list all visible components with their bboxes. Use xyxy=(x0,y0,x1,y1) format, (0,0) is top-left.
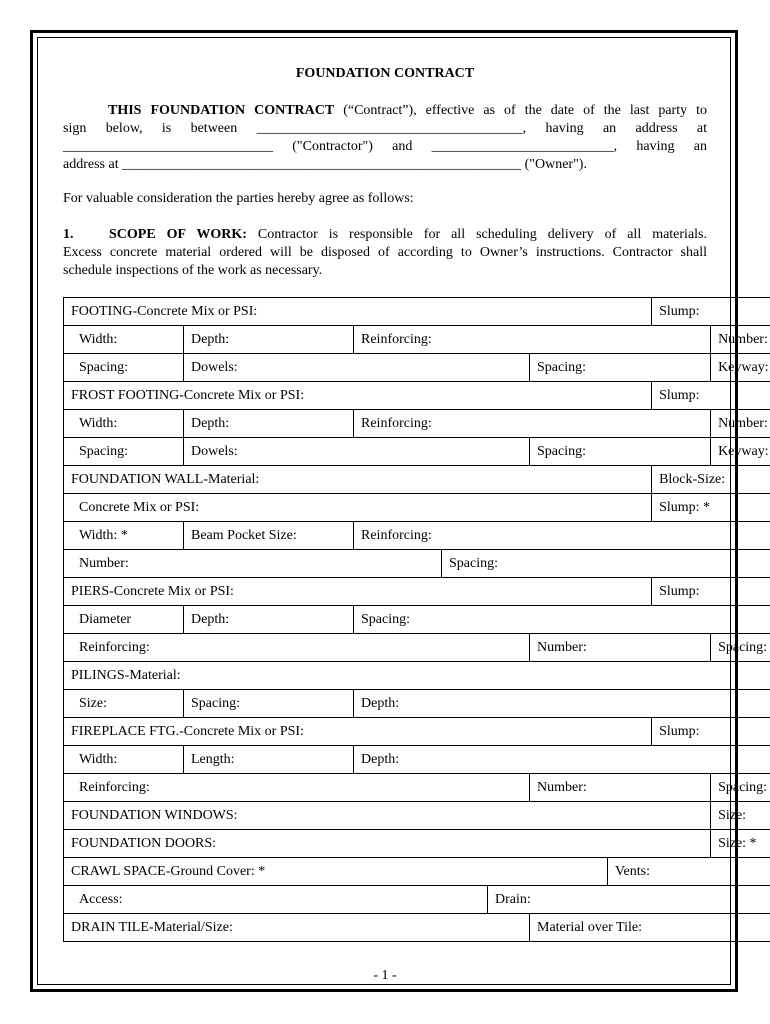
doors-row xyxy=(64,830,770,858)
piers-reinforcing-field[interactable]: Reinforcing: xyxy=(64,634,530,662)
frost-footing-dowels-field[interactable]: Dowels: xyxy=(184,438,530,466)
footing-reinforcing-field[interactable]: Reinforcing: xyxy=(354,326,711,354)
piers-spacing-field[interactable]: Spacing: xyxy=(354,606,770,634)
intro-lead: THIS FOUNDATION CONTRACT xyxy=(108,103,335,118)
foundation-windows-field[interactable]: FOUNDATION WINDOWS: xyxy=(64,802,711,830)
section-number: 1. xyxy=(63,227,74,242)
drain-tile-cover-field[interactable]: Material over Tile: xyxy=(530,914,770,942)
crawl-ground-cover-field[interactable]: CRAWL SPACE-Ground Cover: * xyxy=(64,858,608,886)
footing-dowels-field[interactable]: Dowels: xyxy=(184,354,530,382)
wall-concrete-row xyxy=(64,494,770,522)
pilings-dims-row xyxy=(64,690,770,718)
piers-depth-field[interactable]: Depth: xyxy=(184,606,354,634)
drain-tile-material-field[interactable]: DRAIN TILE-Material/Size: xyxy=(64,914,530,942)
footing-mix-field[interactable]: FOOTING-Concrete Mix or PSI: xyxy=(64,298,652,326)
scope-line-1 xyxy=(63,226,707,244)
document-title: FOUNDATION CONTRACT xyxy=(295,66,475,81)
piers-reinforcing-spacing-field[interactable]: Spacing: xyxy=(711,634,770,662)
frost-footing-keyway-field[interactable]: Keyway: xyxy=(711,438,770,466)
doors-size-field[interactable]: Size: * xyxy=(711,830,770,858)
footing-slump-field[interactable]: Slump: xyxy=(652,298,770,326)
foundation-doors-field[interactable]: FOUNDATION DOORS: xyxy=(64,830,711,858)
frost-footing-number-field[interactable]: Number: xyxy=(711,410,770,438)
fireplace-slump-field[interactable]: Slump: xyxy=(652,718,770,746)
fireplace-reinforcing-row xyxy=(64,774,770,802)
footing-depth-field[interactable]: Depth: xyxy=(184,326,354,354)
scope-line-1-text: Contractor is responsible for all scheduling delivery of all materials. xyxy=(246,227,707,242)
crawl-access-field[interactable]: Access: xyxy=(64,886,488,914)
frost-footing-row xyxy=(64,382,770,410)
consideration-paragraph: For valuable consideration the parties hereby agree as follows: xyxy=(63,191,414,206)
frost-footing-slump-field[interactable]: Slump: xyxy=(652,382,770,410)
scope-line-2: Excess concrete material ordered will be disposed of according to Owner’s instructions. Contractor shall xyxy=(63,245,707,260)
piers-slump-field[interactable]: Slump: xyxy=(652,578,770,606)
piers-mix-field[interactable]: PIERS-Concrete Mix or PSI: xyxy=(64,578,652,606)
intro-line-3: ______________________________ ("Contractor") and __________________________, having an xyxy=(63,139,707,154)
wall-material-field[interactable]: FOUNDATION WALL-Material: xyxy=(64,466,652,494)
footing-dims-row xyxy=(64,326,770,354)
footing-spacing-field[interactable]: Spacing: xyxy=(64,354,184,382)
wall-block-size-field[interactable]: Block-Size: xyxy=(652,466,770,494)
crawl-vents-field[interactable]: Vents: xyxy=(608,858,770,886)
piers-reinforcing-row xyxy=(64,634,770,662)
fireplace-width-field[interactable]: Width: xyxy=(64,746,184,774)
frost-footing-dims-row xyxy=(64,410,770,438)
intro-line-1 xyxy=(63,102,707,120)
fireplace-spacing-field[interactable]: Spacing: xyxy=(711,774,770,802)
wall-dims-row xyxy=(64,522,770,550)
pilings-depth-field[interactable]: Depth: xyxy=(354,690,770,718)
wall-spacing-field[interactable]: Spacing: xyxy=(442,550,770,578)
footing-width-field[interactable]: Width: xyxy=(64,326,184,354)
pilings-material-field[interactable]: PILINGS-Material: xyxy=(64,662,770,690)
footing-row xyxy=(64,298,770,326)
intro-line-1-rest: (“Contract”), effective as of the date of the last party to xyxy=(334,103,707,118)
wall-width-field[interactable]: Width: * xyxy=(64,522,184,550)
fireplace-dims-row xyxy=(64,746,770,774)
wall-concrete-mix-field[interactable]: Concrete Mix or PSI: xyxy=(64,494,652,522)
wall-slump-field[interactable]: Slump: * xyxy=(652,494,770,522)
windows-row xyxy=(64,802,770,830)
footing-number-field[interactable]: Number: xyxy=(711,326,770,354)
piers-row xyxy=(64,578,770,606)
footing-spacing-row xyxy=(64,354,770,382)
pilings-size-field[interactable]: Size: xyxy=(64,690,184,718)
fireplace-row xyxy=(64,718,770,746)
fireplace-number-field[interactable]: Number: xyxy=(530,774,711,802)
piers-dims-row xyxy=(64,606,770,634)
frost-footing-mix-field[interactable]: FROST FOOTING-Concrete Mix or PSI: xyxy=(64,382,652,410)
drain-tile-row xyxy=(64,914,770,942)
intro-paragraph xyxy=(63,102,707,174)
wall-reinforcing-field[interactable]: Reinforcing: xyxy=(354,522,770,550)
frost-footing-width-field[interactable]: Width: xyxy=(64,410,184,438)
footing-dowel-spacing-field[interactable]: Spacing: xyxy=(530,354,711,382)
frost-footing-spacing-row xyxy=(64,438,770,466)
scope-line-3: schedule inspections of the work as necessary. xyxy=(63,263,323,278)
fireplace-reinforcing-field[interactable]: Reinforcing: xyxy=(64,774,530,802)
intro-line-2: sign below, is between ______________________________________, having an address at xyxy=(63,121,707,136)
pilings-row xyxy=(64,662,770,690)
wall-number-row xyxy=(64,550,770,578)
fireplace-length-field[interactable]: Length: xyxy=(184,746,354,774)
fireplace-mix-field[interactable]: FIREPLACE FTG.-Concrete Mix or PSI: xyxy=(64,718,652,746)
wall-number-field[interactable]: Number: xyxy=(64,550,442,578)
windows-size-field[interactable]: Size: xyxy=(711,802,770,830)
frost-footing-depth-field[interactable]: Depth: xyxy=(184,410,354,438)
page-number: - 1 - xyxy=(373,968,397,983)
intro-line-4: address at _________________________________________________________ ("Owner"). xyxy=(63,157,587,172)
frost-footing-dowel-spacing-field[interactable]: Spacing: xyxy=(530,438,711,466)
crawl-access-row xyxy=(64,886,770,914)
fireplace-depth-field[interactable]: Depth: xyxy=(354,746,770,774)
piers-number-field[interactable]: Number: xyxy=(530,634,711,662)
foundation-spec-table xyxy=(63,297,770,942)
pilings-spacing-field[interactable]: Spacing: xyxy=(184,690,354,718)
foundation-wall-row xyxy=(64,466,770,494)
section-heading: SCOPE OF WORK: xyxy=(109,227,247,242)
crawl-space-row xyxy=(64,858,770,886)
wall-beam-pocket-field[interactable]: Beam Pocket Size: xyxy=(184,522,354,550)
crawl-drain-field[interactable]: Drain: xyxy=(488,886,770,914)
frost-footing-spacing-field[interactable]: Spacing: xyxy=(64,438,184,466)
piers-diameter-field[interactable]: Diameter xyxy=(64,606,184,634)
scope-of-work-section xyxy=(63,226,707,280)
footing-keyway-field[interactable]: Keyway: xyxy=(711,354,770,382)
frost-footing-reinforcing-field[interactable]: Reinforcing: xyxy=(354,410,711,438)
